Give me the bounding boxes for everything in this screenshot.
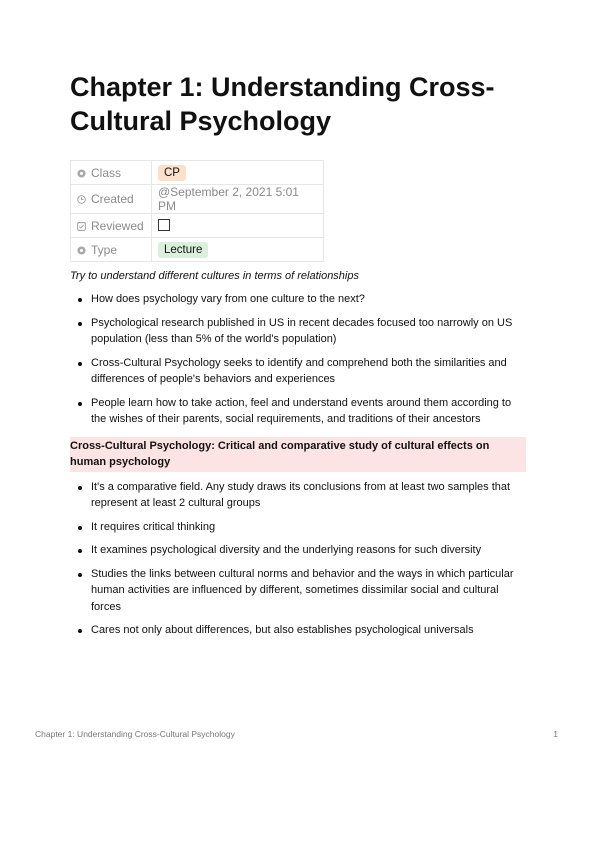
highlight-callout: Cross-Cultural Psychology: Critical and comparative study of cultural effects on human psychology (70, 437, 526, 472)
reviewed-checkbox[interactable] (158, 219, 170, 231)
property-row-created (71, 185, 324, 214)
list-item: Cares not only about differences, but also establishes psychological universals (70, 622, 526, 639)
property-value-reviewed (152, 214, 324, 238)
list-item: Cross-Cultural Psychology seeks to identify and comprehend both the similarities and differences of people's behaviors and experiences (70, 355, 526, 388)
bullet-list-2 (70, 479, 526, 639)
list-item: Psychological research published in US in recent decades focused too narrowly on US population (less than 5% of the world's population) (70, 315, 526, 348)
property-key-class: Class (71, 161, 152, 185)
list-item: How does psychology vary from one culture to the next? (70, 291, 526, 308)
list-item: Studies the links between cultural norms and behavior and the ways in which particular human activities are influenced by different, sometimes dissimilar social and cultural forces (70, 566, 526, 616)
property-key-reviewed: Reviewed (71, 214, 152, 238)
property-key-type: Type (71, 238, 152, 262)
property-key-created: Created (71, 185, 152, 214)
property-row-reviewed (71, 214, 324, 238)
property-row-type (71, 238, 324, 262)
list-item: It's a comparative field. Any study draws its conclusions from at least two samples that represent at least 2 cultural groups (70, 479, 526, 512)
page-title: Chapter 1: Understanding Cross-Cultural Psychology (70, 72, 495, 136)
footer-title: Chapter 1: Understanding Cross-Cultural Psychology (35, 729, 235, 739)
property-value-type[interactable] (152, 238, 324, 262)
property-row-class (71, 161, 324, 185)
type-tag[interactable]: Lecture (158, 242, 208, 258)
page-content (70, 70, 526, 639)
circle-dot-icon (77, 246, 86, 255)
intro-text: Try to understand different cultures in terms of relationships (70, 270, 359, 282)
class-tag[interactable]: CP (158, 165, 186, 181)
bullet-list-1 (70, 291, 526, 428)
list-item: It requires critical thinking (70, 519, 526, 536)
clock-icon (77, 195, 86, 204)
page-footer (35, 729, 560, 739)
circle-dot-icon (77, 169, 86, 178)
checkbox-icon (77, 222, 86, 231)
list-item: It examines psychological diversity and the underlying reasons for such diversity (70, 542, 526, 559)
page-number: 1 (553, 729, 558, 739)
properties-table (70, 160, 324, 262)
property-value-created: @September 2, 2021 5:01 PM (152, 185, 324, 214)
property-value-class[interactable] (152, 161, 324, 185)
list-item: People learn how to take action, feel and understand events around them according to the wishes of their parents, social requirements, and traditions of their ancestors (70, 395, 526, 428)
